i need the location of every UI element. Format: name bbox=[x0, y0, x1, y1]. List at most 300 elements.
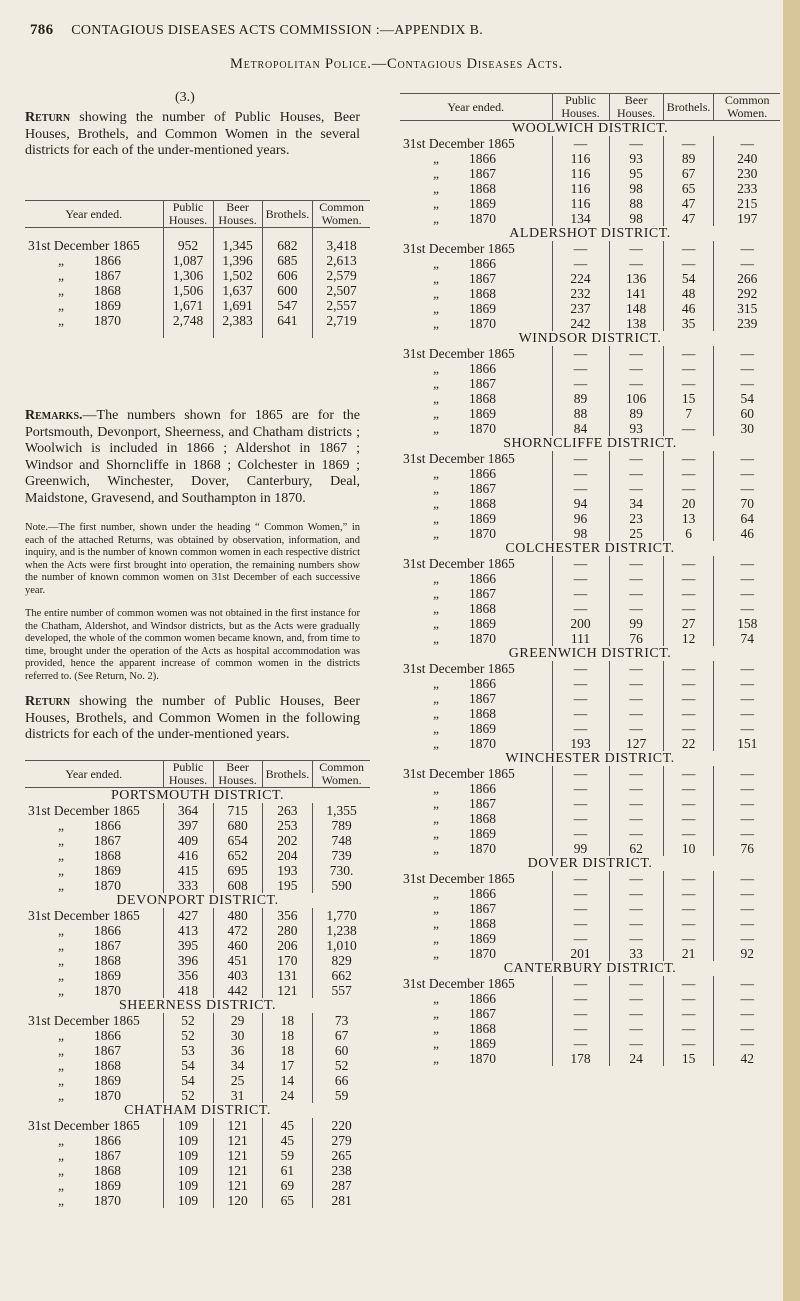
year-cell: „ 1869 bbox=[400, 721, 552, 736]
spacer-cell bbox=[213, 328, 262, 338]
column-header: Year ended. bbox=[400, 94, 552, 121]
value-cell: 45 bbox=[262, 1133, 313, 1148]
table-row bbox=[25, 268, 370, 283]
year-cell: „ 1870 bbox=[25, 1193, 163, 1208]
value-cell: 65 bbox=[663, 181, 714, 196]
value-cell: 263 bbox=[262, 803, 313, 818]
value-cell: — bbox=[552, 571, 609, 586]
value-cell: 557 bbox=[313, 983, 370, 998]
value-cell: 121 bbox=[213, 1163, 262, 1178]
ditto-mark: „ bbox=[58, 923, 64, 938]
value-cell: — bbox=[663, 481, 714, 496]
ditto-mark: „ bbox=[58, 1178, 64, 1193]
value-cell: 30 bbox=[714, 421, 780, 436]
value-cell: 136 bbox=[609, 271, 663, 286]
value-cell: 280 bbox=[262, 923, 313, 938]
value-cell: — bbox=[609, 661, 663, 676]
ditto-mark: „ bbox=[433, 796, 439, 811]
value-cell: 18 bbox=[262, 1028, 313, 1043]
value-cell: 201 bbox=[552, 946, 609, 961]
table-row bbox=[25, 1133, 370, 1148]
year-cell: 31st December 1865 bbox=[403, 241, 515, 256]
value-cell: 715 bbox=[213, 803, 262, 818]
value-cell: — bbox=[663, 871, 714, 886]
district-heading: WINDSOR DISTRICT. bbox=[518, 331, 662, 346]
value-cell: 416 bbox=[163, 848, 213, 863]
value-cell: — bbox=[714, 571, 780, 586]
value-cell: — bbox=[663, 976, 714, 991]
value-cell: — bbox=[609, 901, 663, 916]
value-cell: 96 bbox=[552, 511, 609, 526]
value-cell: 12 bbox=[663, 631, 714, 646]
value-cell: 89 bbox=[609, 406, 663, 421]
value-cell: — bbox=[609, 136, 663, 151]
value-cell: — bbox=[609, 376, 663, 391]
value-cell: 22 bbox=[663, 736, 714, 751]
year-cell: „ 1869 bbox=[400, 196, 552, 211]
year-cell: „ 1868 bbox=[25, 1058, 163, 1073]
value-cell: — bbox=[714, 376, 780, 391]
value-cell: 662 bbox=[313, 968, 370, 983]
ditto-mark: „ bbox=[433, 1051, 439, 1066]
value-cell: 253 bbox=[262, 818, 313, 833]
year-cell: 31st December 1865 bbox=[403, 346, 515, 361]
column-header: Brothels. bbox=[262, 201, 313, 228]
ditto-mark: „ bbox=[433, 301, 439, 316]
value-cell: 195 bbox=[262, 878, 313, 893]
value-cell: 730. bbox=[313, 863, 370, 878]
ditto-mark: „ bbox=[58, 833, 64, 848]
running-header bbox=[30, 22, 483, 39]
value-cell: 45 bbox=[262, 1118, 313, 1133]
value-cell: — bbox=[714, 466, 780, 481]
value-cell: 54 bbox=[663, 271, 714, 286]
value-cell: 2,383 bbox=[213, 313, 262, 328]
table-row bbox=[400, 886, 780, 901]
value-cell: — bbox=[714, 361, 780, 376]
ditto-mark: „ bbox=[433, 196, 439, 211]
value-cell: 396 bbox=[163, 953, 213, 968]
value-cell: 109 bbox=[163, 1133, 213, 1148]
year-cell: „ 1867 bbox=[400, 271, 552, 286]
value-cell: 15 bbox=[663, 1051, 714, 1066]
value-cell: 695 bbox=[213, 863, 262, 878]
table-row bbox=[400, 586, 780, 601]
ditto-mark: „ bbox=[58, 1028, 64, 1043]
value-cell: — bbox=[663, 586, 714, 601]
value-cell: 590 bbox=[313, 878, 370, 893]
ditto-mark: „ bbox=[433, 526, 439, 541]
value-cell: 2,748 bbox=[163, 313, 213, 328]
district-heading: PORTSMOUTH DISTRICT. bbox=[110, 788, 285, 803]
table-row bbox=[400, 286, 780, 301]
ditto-mark: „ bbox=[58, 1073, 64, 1088]
value-cell: 109 bbox=[163, 1118, 213, 1133]
value-cell: — bbox=[552, 706, 609, 721]
ditto-mark: „ bbox=[58, 1133, 64, 1148]
column-header: Common Women. bbox=[714, 94, 780, 121]
ditto-mark: „ bbox=[433, 616, 439, 631]
value-cell: 48 bbox=[663, 286, 714, 301]
value-cell: — bbox=[663, 451, 714, 466]
year-cell: „ 1866 bbox=[400, 256, 552, 271]
value-cell: — bbox=[663, 991, 714, 1006]
table-row bbox=[25, 938, 370, 953]
table-row bbox=[25, 1088, 370, 1103]
table-row bbox=[400, 466, 780, 481]
table-row bbox=[25, 803, 370, 818]
value-cell: 232 bbox=[552, 286, 609, 301]
value-cell: — bbox=[714, 1006, 780, 1021]
value-cell: 121 bbox=[213, 1148, 262, 1163]
value-cell: 233 bbox=[714, 181, 780, 196]
value-cell: — bbox=[714, 916, 780, 931]
value-cell: 148 bbox=[609, 301, 663, 316]
value-cell: — bbox=[663, 241, 714, 256]
value-cell: — bbox=[609, 796, 663, 811]
value-cell: 52 bbox=[163, 1013, 213, 1028]
value-cell: 74 bbox=[714, 631, 780, 646]
value-cell: 789 bbox=[313, 818, 370, 833]
column-header: Brothels. bbox=[663, 94, 714, 121]
value-cell: — bbox=[609, 346, 663, 361]
value-cell: 95 bbox=[609, 166, 663, 181]
page-subtitle: Metropolitan Police.—Contagious Diseases Acts. bbox=[230, 56, 564, 72]
value-cell: 54 bbox=[163, 1058, 213, 1073]
value-cell: 61 bbox=[262, 1163, 313, 1178]
table-row bbox=[400, 271, 780, 286]
return2-paragraph bbox=[25, 694, 360, 744]
value-cell: 15 bbox=[663, 391, 714, 406]
value-cell: 76 bbox=[609, 631, 663, 646]
year-cell: „ 1867 bbox=[400, 586, 552, 601]
table-row bbox=[400, 1036, 780, 1051]
table-row bbox=[25, 848, 370, 863]
value-cell: 67 bbox=[313, 1028, 370, 1043]
year-cell: „ 1870 bbox=[400, 736, 552, 751]
value-cell: 138 bbox=[609, 316, 663, 331]
value-cell: 93 bbox=[609, 151, 663, 166]
value-cell: 92 bbox=[714, 946, 780, 961]
value-cell: 34 bbox=[609, 496, 663, 511]
year-cell: „ 1869 bbox=[400, 406, 552, 421]
table-row bbox=[400, 406, 780, 421]
value-cell: 240 bbox=[714, 151, 780, 166]
spacer-cell bbox=[313, 328, 370, 338]
value-cell: — bbox=[552, 1006, 609, 1021]
value-cell: 215 bbox=[714, 196, 780, 211]
ditto-mark: „ bbox=[433, 826, 439, 841]
table-row bbox=[25, 818, 370, 833]
value-cell: 134 bbox=[552, 211, 609, 226]
year-cell: 31st December 1865 bbox=[403, 451, 515, 466]
value-cell: 2,557 bbox=[313, 298, 370, 313]
value-cell: 356 bbox=[262, 908, 313, 923]
value-cell: 1,502 bbox=[213, 268, 262, 283]
value-cell: 460 bbox=[213, 938, 262, 953]
ditto-mark: „ bbox=[433, 481, 439, 496]
table-row bbox=[25, 1013, 370, 1028]
value-cell: 31 bbox=[213, 1088, 262, 1103]
ditto-mark: „ bbox=[433, 811, 439, 826]
value-cell: — bbox=[609, 766, 663, 781]
value-cell: — bbox=[663, 556, 714, 571]
value-cell: 62 bbox=[609, 841, 663, 856]
column-header: Beer Houses. bbox=[213, 201, 262, 228]
district-heading-row bbox=[400, 226, 780, 241]
value-cell: — bbox=[609, 811, 663, 826]
value-cell: 24 bbox=[262, 1088, 313, 1103]
value-cell: 76 bbox=[714, 841, 780, 856]
ditto-mark: „ bbox=[433, 421, 439, 436]
value-cell: — bbox=[552, 901, 609, 916]
year-cell: „ 1868 bbox=[400, 601, 552, 616]
value-cell: — bbox=[714, 886, 780, 901]
value-cell: — bbox=[663, 721, 714, 736]
value-cell: 98 bbox=[609, 211, 663, 226]
ditto-mark: „ bbox=[58, 268, 64, 283]
value-cell: 52 bbox=[163, 1088, 213, 1103]
value-cell: 141 bbox=[609, 286, 663, 301]
ditto-mark: „ bbox=[58, 878, 64, 893]
value-cell: 99 bbox=[609, 616, 663, 631]
column-header: Beer Houses. bbox=[213, 761, 262, 788]
ditto-mark: „ bbox=[433, 676, 439, 691]
note-paragraph-1: Note.—The first number, shown under the heading “ Common Women,” in each of the attached Returns, was obtained by observation, information, and inquiry, and is the number of known common women in each respective district when the Acts were first brought into operation, the remaining numbers show the number of known common women on 31st December of each successive year. bbox=[25, 522, 360, 596]
value-cell: 18 bbox=[262, 1043, 313, 1058]
year-cell: „ 1866 bbox=[400, 361, 552, 376]
table-row bbox=[400, 361, 780, 376]
ditto-mark: „ bbox=[433, 1006, 439, 1021]
value-cell: 3,418 bbox=[313, 238, 370, 253]
table-row bbox=[400, 691, 780, 706]
table-row bbox=[400, 256, 780, 271]
table-row bbox=[400, 991, 780, 1006]
table-row bbox=[25, 283, 370, 298]
value-cell: — bbox=[609, 916, 663, 931]
year-cell: 31st December 1865 bbox=[403, 556, 515, 571]
value-cell: — bbox=[609, 571, 663, 586]
ditto-mark: „ bbox=[58, 1088, 64, 1103]
value-cell: 47 bbox=[663, 196, 714, 211]
spacer-cell bbox=[163, 228, 213, 239]
year-cell: „ 1869 bbox=[400, 511, 552, 526]
year-cell: „ 1866 bbox=[400, 781, 552, 796]
ditto-mark: „ bbox=[433, 691, 439, 706]
table-row bbox=[400, 316, 780, 331]
value-cell: 120 bbox=[213, 1193, 262, 1208]
district-heading-row bbox=[400, 646, 780, 661]
ditto-mark: „ bbox=[433, 151, 439, 166]
value-cell: — bbox=[714, 346, 780, 361]
value-cell: — bbox=[552, 361, 609, 376]
table-row bbox=[400, 766, 780, 781]
ditto-mark: „ bbox=[433, 406, 439, 421]
value-cell: 94 bbox=[552, 496, 609, 511]
year-cell: „ 1869 bbox=[25, 1073, 163, 1088]
table-row bbox=[25, 253, 370, 268]
value-cell: 739 bbox=[313, 848, 370, 863]
year-cell: „ 1867 bbox=[25, 833, 163, 848]
return-label-2: Return bbox=[25, 694, 71, 709]
district-heading-row bbox=[400, 331, 780, 346]
table-row bbox=[25, 298, 370, 313]
ditto-mark: „ bbox=[433, 256, 439, 271]
value-cell: — bbox=[552, 721, 609, 736]
value-cell: 1,345 bbox=[213, 238, 262, 253]
value-cell: 654 bbox=[213, 833, 262, 848]
value-cell: — bbox=[552, 1021, 609, 1036]
table-row bbox=[400, 781, 780, 796]
ditto-mark: „ bbox=[433, 631, 439, 646]
district-heading: CANTERBURY DISTRICT. bbox=[503, 961, 677, 976]
ditto-mark: „ bbox=[433, 916, 439, 931]
value-cell: 65 bbox=[262, 1193, 313, 1208]
table-row bbox=[400, 481, 780, 496]
year-cell: „ 1867 bbox=[25, 1148, 163, 1163]
value-cell: 116 bbox=[552, 196, 609, 211]
value-cell: — bbox=[714, 826, 780, 841]
ditto-mark: „ bbox=[58, 848, 64, 863]
ditto-mark: „ bbox=[433, 571, 439, 586]
table-row bbox=[400, 721, 780, 736]
value-cell: — bbox=[714, 871, 780, 886]
value-cell: — bbox=[609, 1021, 663, 1036]
value-cell: — bbox=[609, 886, 663, 901]
table-row bbox=[400, 901, 780, 916]
ditto-mark: „ bbox=[433, 466, 439, 481]
year-cell: „ 1868 bbox=[400, 811, 552, 826]
table-row bbox=[25, 833, 370, 848]
value-cell: 109 bbox=[163, 1163, 213, 1178]
value-cell: — bbox=[714, 586, 780, 601]
value-cell: 356 bbox=[163, 968, 213, 983]
value-cell: — bbox=[609, 451, 663, 466]
district-heading: CHATHAM DISTRICT. bbox=[124, 1103, 271, 1118]
district-heading-row bbox=[400, 121, 780, 137]
value-cell: — bbox=[552, 346, 609, 361]
value-cell: 23 bbox=[609, 511, 663, 526]
value-cell: 1,355 bbox=[313, 803, 370, 818]
year-cell: „ 1869 bbox=[25, 863, 163, 878]
value-cell: 42 bbox=[714, 1051, 780, 1066]
value-cell: — bbox=[714, 556, 780, 571]
value-cell: 60 bbox=[313, 1043, 370, 1058]
district-heading: COLCHESTER DISTRICT. bbox=[505, 541, 675, 556]
ditto-mark: „ bbox=[58, 1193, 64, 1208]
value-cell: 682 bbox=[262, 238, 313, 253]
value-cell: 197 bbox=[714, 211, 780, 226]
return1-paragraph bbox=[25, 110, 360, 160]
value-cell: 287 bbox=[313, 1178, 370, 1193]
table-row bbox=[25, 983, 370, 998]
value-cell: 88 bbox=[609, 196, 663, 211]
table-row bbox=[25, 923, 370, 938]
spacer-cell bbox=[25, 328, 163, 338]
ditto-mark: „ bbox=[433, 181, 439, 196]
ditto-mark: „ bbox=[433, 316, 439, 331]
district-heading-row bbox=[25, 1103, 370, 1118]
value-cell: 204 bbox=[262, 848, 313, 863]
table-row bbox=[400, 166, 780, 181]
table-row bbox=[400, 1051, 780, 1066]
value-cell: — bbox=[609, 781, 663, 796]
value-cell: 99 bbox=[552, 841, 609, 856]
value-cell: — bbox=[714, 256, 780, 271]
district-heading: SHORNCLIFFE DISTRICT. bbox=[503, 436, 677, 451]
value-cell: 193 bbox=[262, 863, 313, 878]
value-cell: 239 bbox=[714, 316, 780, 331]
year-cell: 31st December 1865 bbox=[28, 1013, 140, 1028]
value-cell: 59 bbox=[313, 1088, 370, 1103]
value-cell: — bbox=[609, 976, 663, 991]
year-cell: „ 1867 bbox=[400, 166, 552, 181]
district-heading-row bbox=[400, 436, 780, 451]
value-cell: — bbox=[714, 976, 780, 991]
ditto-mark: „ bbox=[433, 391, 439, 406]
value-cell: — bbox=[663, 886, 714, 901]
value-cell: 14 bbox=[262, 1073, 313, 1088]
ditto-mark: „ bbox=[58, 938, 64, 953]
year-cell: 31st December 1865 bbox=[28, 238, 140, 253]
value-cell: 84 bbox=[552, 421, 609, 436]
year-cell: „ 1867 bbox=[400, 691, 552, 706]
value-cell: — bbox=[552, 661, 609, 676]
table-row bbox=[25, 908, 370, 923]
value-cell: 33 bbox=[609, 946, 663, 961]
year-cell: „ 1870 bbox=[400, 631, 552, 646]
value-cell: 1,306 bbox=[163, 268, 213, 283]
value-cell: 238 bbox=[313, 1163, 370, 1178]
value-cell: 230 bbox=[714, 166, 780, 181]
table-row bbox=[400, 916, 780, 931]
ditto-mark: „ bbox=[433, 211, 439, 226]
value-cell: 680 bbox=[213, 818, 262, 833]
value-cell: 413 bbox=[163, 923, 213, 938]
district-heading: DOVER DISTRICT. bbox=[527, 856, 653, 871]
value-cell: 127 bbox=[609, 736, 663, 751]
year-cell: „ 1866 bbox=[25, 253, 163, 268]
ditto-mark: „ bbox=[58, 253, 64, 268]
spacer-cell bbox=[25, 228, 163, 239]
value-cell: 333 bbox=[163, 878, 213, 893]
table-row bbox=[400, 511, 780, 526]
value-cell: 265 bbox=[313, 1148, 370, 1163]
value-cell: 70 bbox=[714, 496, 780, 511]
value-cell: 1,637 bbox=[213, 283, 262, 298]
value-cell: — bbox=[663, 676, 714, 691]
value-cell: 60 bbox=[714, 406, 780, 421]
value-cell: 21 bbox=[663, 946, 714, 961]
value-cell: 46 bbox=[663, 301, 714, 316]
value-cell: 7 bbox=[663, 406, 714, 421]
table-row bbox=[400, 1021, 780, 1036]
table-row bbox=[400, 661, 780, 676]
value-cell: 53 bbox=[163, 1043, 213, 1058]
spacer-cell bbox=[262, 228, 313, 239]
table-row bbox=[400, 241, 780, 256]
table-row bbox=[25, 878, 370, 893]
value-cell: 116 bbox=[552, 166, 609, 181]
table-row bbox=[25, 863, 370, 878]
value-cell: 30 bbox=[213, 1028, 262, 1043]
value-cell: — bbox=[714, 796, 780, 811]
table-row bbox=[400, 376, 780, 391]
table-row bbox=[400, 871, 780, 886]
year-cell: „ 1870 bbox=[400, 946, 552, 961]
value-cell: 170 bbox=[262, 953, 313, 968]
value-cell: — bbox=[714, 451, 780, 466]
